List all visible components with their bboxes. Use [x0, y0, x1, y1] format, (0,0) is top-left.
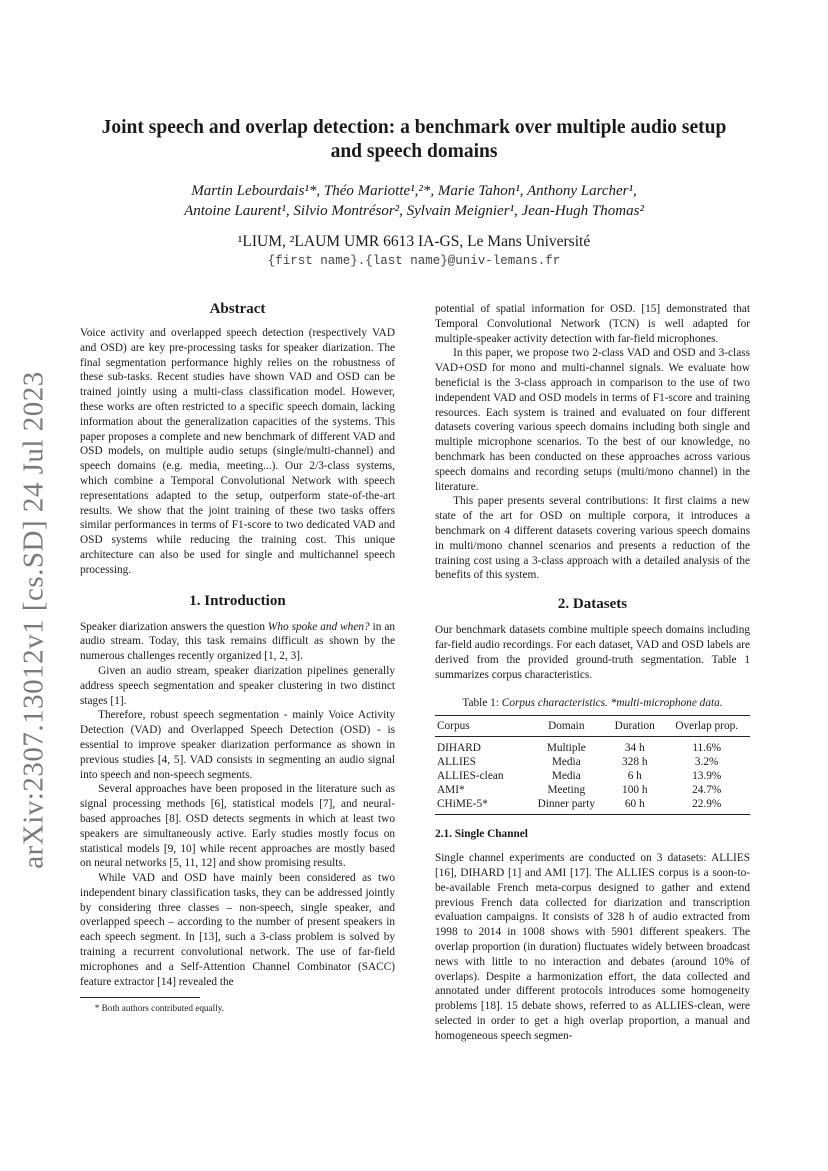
table-header: Corpus [435, 716, 526, 737]
table-cell: 13.9% [692, 770, 722, 783]
table-row [435, 737, 750, 756]
table-cell: Dinner party [526, 797, 606, 815]
table-row [435, 769, 750, 783]
right-paragraph-2: In this paper, we propose two 2-class VAD and OSD and 3-class VAD+OSD for mono and multi-channel signals. We evaluate how beneficial is the 3-class approach in comparison to the use of two independent VAD and OSD models in terms of F1-score and training resources. Each system is trained and evaluated on four different datasets covering various speech domains including both single and multiple microphone scenarios. To the best of our knowledge, no benchmark has been conducted on these approaches across various speech domains and recording setups (multi/mono channel) in the literature. [435, 347, 750, 493]
table-cell: 6 h [627, 770, 642, 783]
table-cell: 24.7% [692, 784, 722, 797]
table-cell: Media [551, 756, 581, 769]
intro-question: Who spoke and when? [267, 620, 370, 633]
arxiv-identifier-sidebar [14, 360, 54, 880]
intro-paragraph-2: Given an audio stream, speaker diarization pipelines generally address speech segmentation and speaker clustering in two distinct stages [1]. [80, 664, 395, 707]
title-line-1: Joint speech and overlap detection: a benchmark over multiple audio setup [101, 117, 727, 138]
table-row [435, 783, 750, 797]
table-cell: ALLIES [437, 756, 476, 769]
table-cell: Multiple [546, 742, 586, 755]
footnote-rule [80, 997, 200, 998]
table-cell: 3.2% [694, 756, 719, 769]
right-paragraph-3: This paper presents several contributions: It first claims a new state of the art for OSD on multiple corpora, it introduces a benchmark on 4 different datasets covering various speech domains in multi/mono channel scenarios and presents a reduction of the training cost using a 3-class approach with a detailed analysis of the benefits of this system. [435, 495, 750, 582]
table-cell: 328 h [622, 756, 648, 769]
paper-title [80, 116, 748, 164]
table-header: Overlap prop. [663, 716, 750, 737]
table-cell: CHiME-5* [435, 797, 526, 815]
table-cell: 22.9% [663, 797, 750, 815]
table-row [435, 755, 750, 769]
table-header: Duration [606, 716, 663, 737]
right-paragraph-1: potential of spatial information for OSD. [15] demonstrated that Temporal Convolutional Network (TCN) is well adapted for multiple-speaker activity detection with far-field microphones. [435, 303, 750, 345]
table-cell: Meeting [547, 784, 586, 797]
table-caption: Table 1: Corpus characteristics. *multi-microphone data. [462, 697, 723, 710]
authors-line-2: Antoine Laurent¹, Silvio Montrésor², Sylvain Meignier¹, Jean-Hugh Thomas² [184, 203, 644, 219]
corpus-table [435, 715, 750, 815]
authors-line-1: Martin Lebourdais¹*, Théo Mariotte¹,²*, Marie Tahon¹, Anthony Larcher¹, [191, 183, 637, 199]
email-address: {first name}.{last name}@univ-lemans.fr [267, 254, 561, 268]
intro-paragraph-1: Speaker diarization answers the question Who spoke and when? in an audio stream. Today, this task remains difficult as shown by the numerous challenges recently organized [1, 2, 3]. [80, 620, 396, 663]
datasets-paragraph-1: Our benchmark datasets combine multiple speech domains including far-field audio recordings. For each dataset, VAD and OSD labels are derived from the provided ground-truth segmentation. Table 1 summarizes corpus characteristics. [435, 624, 750, 681]
table-header-row [435, 716, 750, 737]
table-cell: 100 h [622, 784, 648, 797]
datasets-paragraph-2: Single channel experiments are conducted on 3 datasets: ALLIES [16], DIHARD [1] and AMI [17]. The ALLIES corpus is a soon-to-be-available French meta-corpus designed to gather and extend previous French data collected for diarization and transcription evaluation campaigns. It consists of 328 h of audio extracted from 1998 to 2014 in 1008 shows with 5901 different speakers. The overlap proportion (in duration) fluctuates widely between broadcast news with little to no interaction and debates (around 10% of overlaps). Despite a harmonization effort, the data collected and annotated under different protocols introduces some homogeneity problems [18]. 15 debate shows, referred to as ALLIES-clean, were selected in order to get a high overlap proportion, a manual and homogeneous speech segmen- [435, 852, 750, 1042]
footnote: * Both authors contributed equally. [94, 1003, 224, 1014]
abstract-heading: Abstract [209, 301, 266, 317]
intro-paragraph-5: While VAD and OSD have mainly been considered as two independent binary classification tasks, they can be addressed jointly by considering three classes – non-speech, single speaker, and overlapped speech – according to the number of present speakers in each speech segment. In [13], such a 3-class problem is solved by training a recurrent convolutional network. The use of far-field microphones and a Self-Attention Channel Combinator (SACC) feature extractor [14] revealed the [80, 872, 395, 988]
intro-paragraph-3: Therefore, robust speech segmentation - mainly Voice Activity Detection (VAD) and Overlapped Speech Detection (OSD) - is essential to improve speaker diarization performance as shown in previous studies [4, 5]. VAD consists in segmenting an audio signal into speech and non-speech segments. [80, 709, 395, 781]
introduction-heading: 1. Introduction [189, 592, 286, 609]
table-cell: Media [551, 770, 581, 783]
arxiv-identifier: arXiv:2307.13012v1 [cs.SD] 24 Jul 2023 [17, 371, 50, 869]
right-column [435, 302, 750, 1043]
affiliation: ¹LIUM, ²LAUM UMR 6613 IA-GS, Le Mans Université [237, 233, 591, 250]
title-line-2: and speech domains [330, 141, 498, 162]
single-channel-subheading: 2.1. Single Channel [435, 828, 528, 841]
intro-paragraph-4: Several approaches have been proposed in the literature such as signal processing methods [6], statistical models [7], and neural-based approaches [8]. OSD detects segments in which at least two speakers are simultaneously active. Early studies mostly focus on statistical models [9, 10] while recent approaches are mostly based on neural networks [5, 11, 12] and show promising results. [80, 783, 395, 870]
table-cell: 34 h [624, 742, 645, 755]
left-column [80, 300, 395, 1014]
table-cell: DIHARD [437, 742, 481, 755]
datasets-heading: 2. Datasets [557, 596, 628, 613]
table-cell: ALLIES-clean [437, 770, 504, 783]
table-row [435, 797, 750, 815]
abstract-text: Voice activity and overlapped speech detection (respectively VAD and OSD) are key pre-processing tasks for speaker diarization. The final segmentation performance highly relies on the robustness of these sub-tasks. Recent studies have shown VAD and OSD can be trained jointly using a multi-class classification model. However, these works are often restricted to a specific speech domain, lacking information about the generalization capacities of the systems. This paper proposes a complete and new benchmark of different VAD and OSD models, on multiple audio setups (single/multi-channel) and speech domains (e.g. media, meeting...). Our 2/3-class systems, which combine a Temporal Convolutional Network with speech representations adapted to the setup, outperform state-of-the-art results. We show that the joint training of these two tasks offers similar performances in terms of F1-score to two dedicated VAD and OSD systems while reducing the training cost. This unique architecture can also be used for single and multichannel speech processing. [80, 327, 395, 576]
table-header: Domain [526, 716, 606, 737]
author-list [80, 181, 748, 221]
table-cell: AMI* [437, 784, 465, 797]
table-cell: 11.6% [692, 742, 722, 755]
table-cell: 60 h [606, 797, 663, 815]
